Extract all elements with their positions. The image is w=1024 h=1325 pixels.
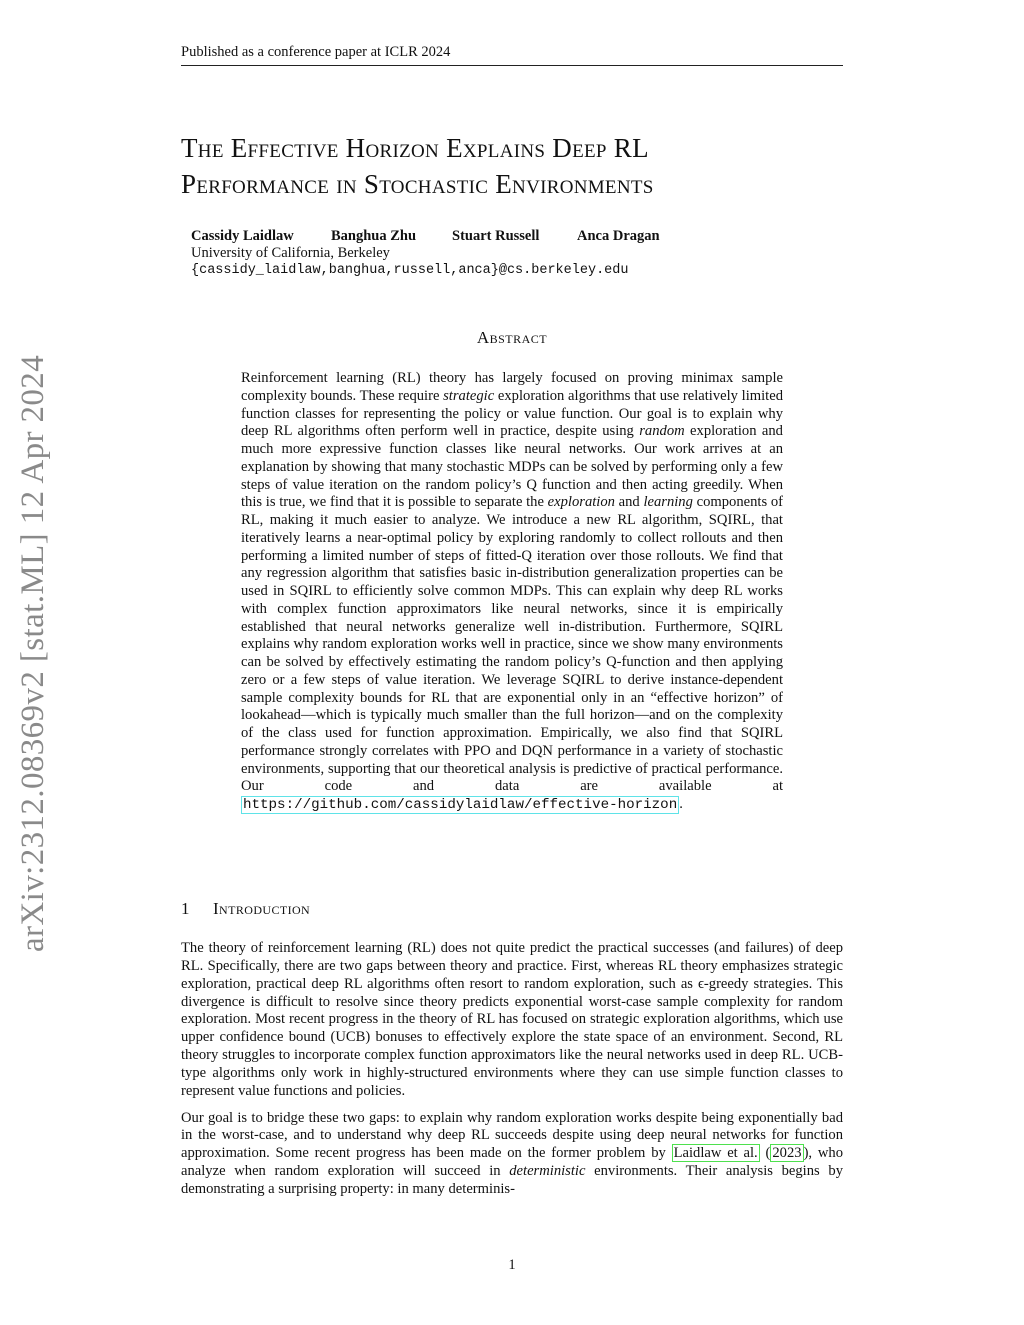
intro-paragraph-1: The theory of reinforcement learning (RL) does not quite predict the practical successes (and failures) of deep RL. Specifically, there are two gaps between theory and practice. First, whereas RL theory emphasizes strategic exploration, practical deep RL algorithms often resort to random exploration, such as ϵ-greedy strategies. This divergence is difficult to resolve since theory predicts exponential worst-case sample complexity for random exploration. Most recent progress in the theory of RL has focused on strategic exploration algorithms, which use upper confidence bound (UCB) bonuses to effectively explore the state space of an environment. Second, RL theory struggles to incorporate complex function approximators like the neural networks used in deep RL. UCB-type algorithms only work in highly-structured environments where they can use simple function classes to represent value functions and policies.	[181, 940, 843, 1099]
abstract-text: exploration and much more expressive function classes like neural networks. Our work arrives at an explanation by showing that many stochastic MDPs can be solved by performing only a few steps of value iteration on the random policy’s Q function and then acting greedily. When this is true, we find that it is possible to separate the	[241, 423, 783, 511]
abstract-body	[241, 370, 783, 815]
author-block	[191, 228, 660, 279]
citation-author-link[interactable]: Laidlaw et al.	[673, 1145, 758, 1162]
intro-paragraph-2	[181, 1110, 843, 1199]
abstract-emphasis: learning	[643, 494, 693, 511]
code-link[interactable]: https://github.com/cassidylaidlaw/effective-horizon	[243, 797, 678, 813]
abstract-heading: Abstract	[476, 328, 548, 347]
paper-title	[181, 130, 881, 202]
author-1: Cassidy Laidlaw	[191, 228, 294, 244]
author-emails: {cassidy_laidlaw,banghua,russell,anca}@cs.berkeley.edu	[191, 263, 629, 278]
abstract-emphasis: random	[639, 423, 685, 440]
author-2: Banghua Zhu	[331, 228, 417, 244]
title-line-2: Performance in Stochastic Environments	[181, 169, 654, 199]
abstract-text: and	[614, 494, 644, 511]
title-line-1: The Effective Horizon Explains Deep RL	[181, 133, 649, 163]
running-header: Published as a conference paper at ICLR 2024	[181, 44, 843, 66]
intro-text: (	[759, 1145, 771, 1162]
page-number: 1	[508, 1257, 516, 1273]
section-title: Introduction	[213, 899, 311, 918]
author-3: Stuart Russell	[452, 228, 540, 244]
intro-text: environments. Their analysis begins by demonstrating a surprising property: in many determinis-	[181, 1163, 843, 1197]
introduction-body	[181, 940, 843, 1208]
intro-emphasis: deterministic	[509, 1163, 586, 1180]
section-heading	[181, 899, 310, 919]
abstract-text: Reinforcement learning (RL) theory has largely focused on proving minimax sample complexity bounds. These require	[241, 370, 783, 404]
citation-year-link[interactable]: 2023	[772, 1145, 802, 1162]
abstract-emphasis: strategic	[443, 387, 495, 404]
abstract-text: .	[679, 796, 683, 812]
intro-text: ), who analyze when random exploration will succeed in	[181, 1145, 843, 1180]
affiliation: University of California, Berkeley	[191, 245, 390, 261]
author-names	[191, 228, 660, 245]
arxiv-stamp: arXiv:2312.08369v2 [stat.ML] 12 Apr 2024	[15, 354, 51, 952]
abstract-text: components of RL, making it much easier to analyze. We introduce a new RL algorithm, SQIRL, that iteratively learns a near-optimal policy by exploring randomly to collect rollouts and then performing a limited number of steps of fitted-Q iteration over those rollouts. We find that any regression algorithm that satisfies basic in-distribution generalization properties can be used in SQIRL to efficiently solve common MDPs. This can explain why deep RL works with complex function approximators like neural networks, since it is empirically established that neural networks generalize well in-distribution. Furthermore, SQIRL explains why random exploration works well in practice, since we show many environments can be solved by effectively estimating the random policy’s Q-function and then applying zero or a few steps of value iteration. We leverage SQIRL to derive instance-dependent sample complexity bounds for RL that are exponential only in an “effective horizon” of lookahead—which is typically much smaller than the full horizon—and on the complexity of the class used for function approximation. Empirically, we also find that SQIRL performance strongly correlates with PPO and DQN performance in a variety of stochastic environments, supporting that our theoretical analysis is predictive of practical performance. Our code and data are available at	[241, 494, 783, 795]
author-4: Anca Dragan	[577, 228, 660, 244]
abstract-emphasis: exploration	[547, 494, 615, 511]
section-number: 1	[181, 899, 190, 918]
intro-text: Our goal is to bridge these two gaps: to explain why random exploration works despite being exponentially bad in the worst-case, and to understand why deep RL succeeds despite using deep neural networks for function approximation. Some recent progress has been made on the former problem by	[181, 1109, 843, 1162]
abstract-text: exploration algorithms that use relatively limited function classes for representing the policy or value function. Our goal is to explain why deep RL algorithms often perform well in practice, despite using	[241, 387, 783, 440]
